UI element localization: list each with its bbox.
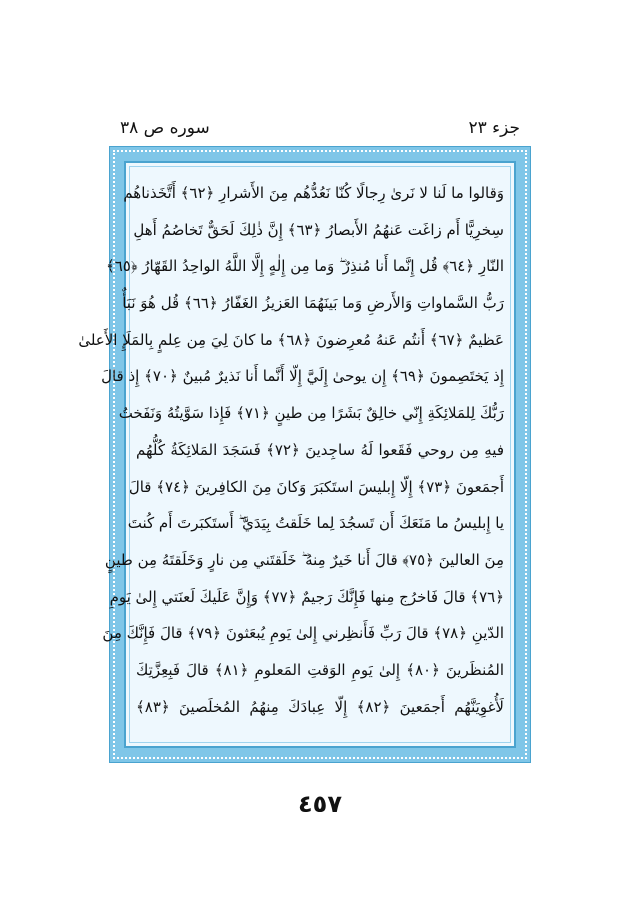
text-line: المُنظَرينَ ﴿٨٠﴾ إِلىٰ يَومِ الوَقتِ المَعلومِ ﴿٨١﴾ قالَ فَبِعِزَّتِكَ — [136, 660, 505, 679]
text-line: أَجمَعونَ ﴿٧٣﴾ إِلّا إِبليسَ استَكبَرَ وَكانَ مِنَ الكافِرينَ ﴿٧٤﴾ قالَ — [128, 477, 504, 496]
surah-label: سوره ص ٣٨ — [120, 118, 210, 138]
decorative-border — [78, 146, 531, 763]
text-line: رَبُّكَ لِلمَلائِكَةِ إِنّي خالِقٌ بَشَرًا مِن طينٍ ﴿٧١﴾ فَإِذا سَوَّيتُهُ وَنَفَختُ — [118, 404, 504, 423]
text-line: النّارِ ﴿٦٤﴾ قُل إِنَّما أَنا مُنذِرٌ ۖ وَما مِن إِلٰهٍ إِلَّا اللَّهُ الواحِدُ القَهّارُ ﴿٦٥﴾ — [105, 257, 504, 276]
text-line: مِنَ العالينَ ﴿٧٥﴾ قالَ أَنا خَيرٌ مِنهُ ۖ خَلَقتَني مِن نارٍ وَخَلَقتَهُ مِن طينٍ — [104, 550, 504, 569]
text-line: الدّينِ ﴿٧٨﴾ قالَ رَبِّ فَأَنظِرني إِلىٰ يَومِ يُبعَثونَ ﴿٧٩﴾ قالَ فَإِنَّكَ مِنَ — [102, 624, 504, 643]
text-line: ﴿٧٦﴾ قالَ فَاخرُج مِنها فَإِنَّكَ رَجيمٌ ﴿٧٧﴾ وَإِنَّ عَلَيكَ لَعنَتي إِلىٰ يَومِ — [109, 587, 504, 606]
page-number: ٤٥٧ — [298, 790, 342, 818]
text-line: يا إِبليسُ ما مَنَعَكَ أَن تَسجُدَ لِما خَلَقتُ بِيَدَيَّ ۖ أَستَكبَرتَ أَم كُنتَ — [127, 514, 504, 533]
text-line: سِخرِيًّا أَم زاغَت عَنهُمُ الأَبصارُ ﴿٦٣﴾ إِنَّ ذٰلِكَ لَحَقٌّ تَخاصُمُ أَهلِ — [133, 220, 504, 239]
text-line: فيهِ مِن روحي فَقَعوا لَهُ ساجِدينَ ﴿٧٢﴾ فَسَجَدَ المَلائِكَةُ كُلُّهُم — [136, 440, 504, 459]
text-panel — [78, 161, 516, 748]
page-header — [120, 118, 520, 144]
text-line: رَبُّ السَّماواتِ وَالأَرضِ وَما بَينَهُمَا العَزيزُ الغَفّارُ ﴿٦٦﴾ قُل هُوَ نَبَأٌ — [122, 294, 504, 313]
juz-label: جزء ٢٣ — [468, 118, 520, 138]
quran-text — [78, 175, 505, 736]
text-line: لَأُغوِيَنَّهُم أَجمَعينَ ﴿٨٢﴾ إِلّا عِبادَكَ مِنهُمُ المُخلَصينَ ﴿٨٣﴾ — [136, 697, 504, 716]
text-line: إِذ يَختَصِمونَ ﴿٦٩﴾ إِن يوحىٰ إِلَيَّ إِلّا أَنَّما أَنا نَذيرٌ مُبينٌ ﴿٧٠﴾ إِذ قالَ — [101, 367, 504, 386]
text-line: وَقالوا ما لَنا لا نَرىٰ رِجالًا كُنّا نَعُدُّهُم مِنَ الأَشرارِ ﴿٦٢﴾ أَتَّخَذناهُم — [123, 184, 504, 202]
text-line: عَظيمٌ ﴿٦٧﴾ أَنتُم عَنهُ مُعرِضونَ ﴿٦٨﴾ ما كانَ لِيَ مِن عِلمٍ بِالمَلَإِ الأَعلىٰ — [78, 330, 504, 349]
